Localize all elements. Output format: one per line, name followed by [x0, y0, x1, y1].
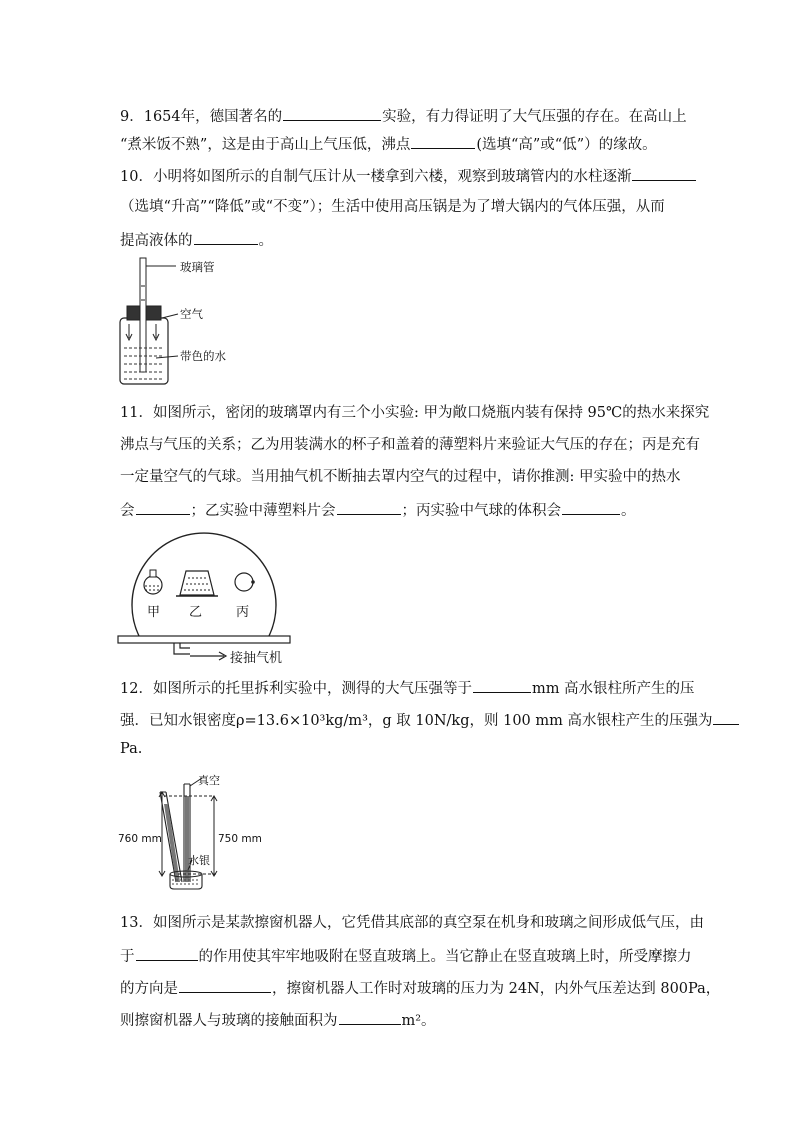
q11-blank-3[interactable]: [562, 500, 620, 515]
label-air: 空气: [180, 307, 203, 321]
q11-line-1: [120, 404, 709, 422]
barometer-figure: [116, 256, 266, 392]
q9-text: 9．1654年，德国著名的: [120, 109, 283, 125]
q9-blank-2[interactable]: [411, 134, 475, 149]
q11-text: 会: [120, 503, 135, 519]
q10-text: 。: [258, 233, 273, 249]
q11-text: ；丙实验中气球的体积会: [401, 503, 561, 519]
q12-line-3: [120, 740, 142, 758]
barometer-diagram: [116, 256, 266, 392]
q13-blank-3[interactable]: [339, 1010, 401, 1025]
label-750mm: 750 mm: [218, 833, 262, 845]
q11-blank-1[interactable]: [136, 500, 190, 515]
q13-text: ，擦窗机器人工作时对玻璃的压力为 24N，内外气压差达到 800Pa，: [272, 981, 721, 997]
q13-text: 则擦窗机器人与玻璃的接触面积为: [120, 1013, 338, 1029]
q13-line-3: [120, 978, 720, 998]
torricelli-figure: [118, 770, 262, 890]
q9-text: 实验，有力得证明了大气压强的存在。在高山上: [382, 109, 687, 125]
q12-line-2: [120, 710, 740, 730]
label-glass-tube: 玻璃管: [180, 260, 215, 274]
q13-text: m²。: [401, 1013, 436, 1029]
q10-text: 10．小明将如图所示的自制气压计从一楼拿到六楼，观察到玻璃管内的水柱逐渐: [120, 169, 632, 185]
label-760mm: 760 mm: [118, 833, 162, 845]
label-bing: 丙: [236, 605, 250, 620]
q12-text: 12．如图所示的托里拆利实验中，测得的大气压强等于: [120, 681, 472, 697]
bell-jar-figure: [116, 528, 326, 668]
q13-line-4: [120, 1010, 436, 1030]
q12-blank-2[interactable]: [713, 710, 739, 725]
q13-text: 的作用使其牢牢地吸附在竖直玻璃上。当它静止在竖直玻璃上时，所受摩擦力: [198, 949, 692, 965]
q10-blank-2[interactable]: [194, 230, 258, 245]
q10-line-3: [120, 230, 273, 250]
bell-jar-diagram: [116, 528, 326, 668]
q10-text: 提高液体的: [120, 233, 193, 249]
label-mercury: 水银: [188, 854, 210, 867]
q11-text: 沸点与气压的关系；乙为用装满水的杯子和盖着的薄塑料片来验证大气压的存在；丙是充有: [120, 437, 700, 453]
q10-line-1: [120, 166, 697, 186]
q11-blank-2[interactable]: [337, 500, 401, 515]
q10-line-2: [120, 198, 665, 216]
q13-blank-2[interactable]: [179, 978, 271, 993]
q11-text: 11．如图所示，密闭的玻璃罩内有三个小实验: 甲为敞口烧瓶内装有保持 95℃的热水来探究: [120, 405, 710, 421]
q9-blank-1[interactable]: [283, 106, 381, 121]
q12-line-1: [120, 678, 695, 698]
label-yi: 乙: [189, 605, 203, 620]
label-colored-water: 带色的水: [180, 349, 226, 363]
label-pump: 接抽气机: [230, 651, 283, 666]
q10-text: （选填“升高”“降低”或“不变”）；生活中使用高压锅是为了增大锅内的气体压强，从而: [120, 199, 665, 215]
q13-line-1: [120, 914, 704, 932]
q9-line-1: [120, 106, 687, 126]
q9-line-2: [120, 134, 657, 154]
q13-text: 的方向是: [120, 981, 178, 997]
q12-blank-1[interactable]: [473, 678, 531, 693]
label-jia: 甲: [147, 605, 161, 620]
q11-line-2: [120, 436, 700, 454]
q11-text: ；乙实验中薄塑料片会: [190, 503, 336, 519]
q11-line-3: [120, 468, 681, 486]
torricelli-diagram: [118, 770, 258, 890]
q11-line-4: [120, 500, 636, 520]
q13-text: 13．如图所示是某款擦窗机器人，它凭借其底部的真空泵在机身和玻璃之间形成低气压，由: [120, 915, 704, 931]
q9-text: “煮米饭不熟”，这是由于高山上气压低，沸点: [120, 137, 411, 153]
q12-text: mm 高水银柱所产生的压: [531, 681, 695, 697]
q13-text: 于: [120, 949, 135, 965]
q9-text: (选填“高”或“低”）的缘故。: [476, 137, 657, 153]
label-vacuum: 真空: [198, 774, 220, 787]
q10-blank-1[interactable]: [632, 166, 696, 181]
q12-text: 强．已知水银密度ρ=13.6×10³kg/m³，g 取 10N/kg，则 100 mm 高水银柱产生的压强为: [120, 713, 713, 729]
q13-line-2: [120, 946, 692, 966]
q11-text: 。: [621, 503, 636, 519]
q13-blank-1[interactable]: [136, 946, 198, 961]
q12-text: Pa.: [120, 741, 143, 757]
q11-text: 一定量空气的气球。当用抽气机不断抽去罩内空气的过程中，请你推测: 甲实验中的热水: [120, 469, 681, 485]
